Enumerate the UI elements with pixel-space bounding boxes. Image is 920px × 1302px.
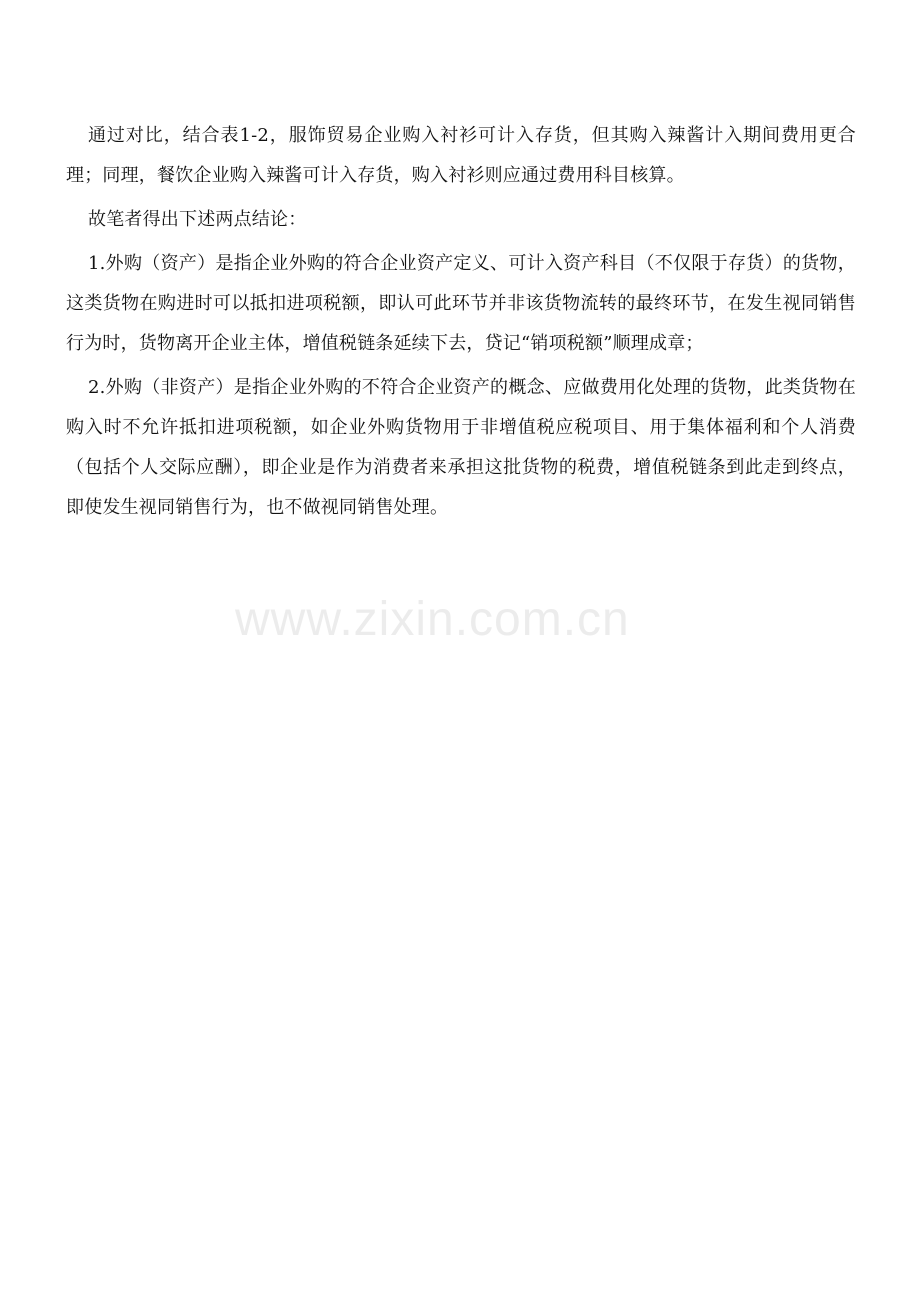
paragraph-conclusion-2: 2.外购（非资产）是指企业外购的不符合企业资产的概念、应做费用化处理的货物，此类货物在购入时不允许抵扣进项税额，如企业外购货物用于非增值税应税项目、用于集体福利和个人消费（包括个人交际应酬），即企业是作为消费者来承担这批货物的税费，增值税链条到此走到终点，即使发生视同销售行为，也不做视同销售处理。 [66,377,856,518]
watermark: www.zixin.com.cn [235,593,630,646]
paragraph-comparison: 通过对比，结合表1-2，服饰贸易企业购入衬衫可计入存货，但其购入辣酱计入期间费用更合理；同理，餐饮企业购入辣酱可计入存货，购入衬衫则应通过费用科目核算。 [66,125,856,186]
document-body [66,116,856,532]
paragraph-conclusion-1: 1.外购（资产）是指企业外购的符合企业资产定义、可计入资产科目（不仅限于存货）的货物，这类货物在购进时可以抵扣进项税额，即认可此环节并非该货物流转的最终环节，在发生视同销售行为时，货物离开企业主体，增值税链条延续下去，贷记“销项税额”顺理成章； [66,253,856,354]
paragraph-conclusion-intro: 故笔者得出下述两点结论： [88,209,307,230]
